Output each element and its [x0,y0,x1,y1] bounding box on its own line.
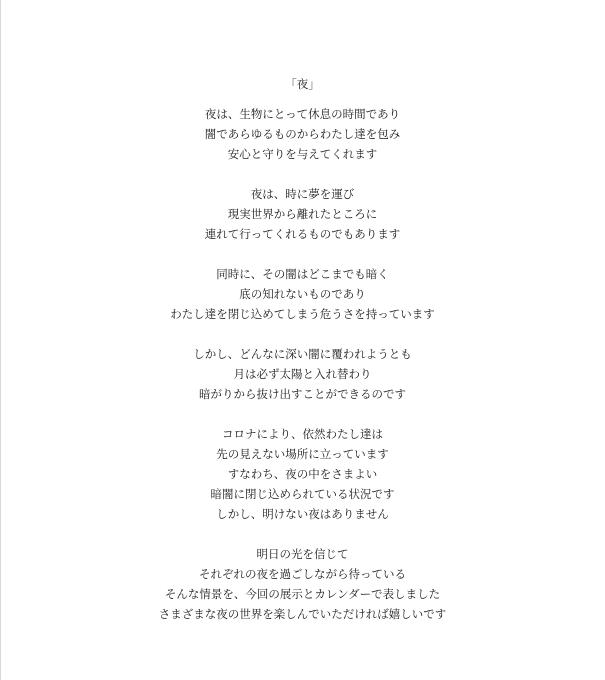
poem-line: 闇であらゆるものからわたし達を包み [204,127,401,141]
stanza-4 [0,344,605,404]
poem-line: わたし達を閉じ込めてしまう危うさを持っています [170,307,435,321]
stanza-2 [0,184,605,244]
poem-line: 明日の光を信じて [256,547,349,561]
poem-line: 現実世界から離れたところに [227,207,378,221]
poem-title: 「夜」 [285,77,320,91]
stanza-3 [0,264,605,324]
poem-line: それぞれの夜を過ごしながら待っている [199,567,406,581]
poem-line: 暗がりから抜け出すことができるのです [199,387,406,401]
poem-line: そんな情景を、今回の展示とカレンダーで表しました [164,587,441,601]
poem-line: しかし、どんなに深い闇に覆われようとも [193,347,412,361]
stanza-5 [0,424,605,524]
poem-body [0,74,605,644]
poem-line: すなわち、夜の中をさまよい [227,467,378,481]
poem-line: 同時に、その闇はどこまでも暗く [216,267,389,281]
poem-line: 暗闇に閉じ込められている状況です [210,487,395,501]
poem-line: しかし、明けない夜はありません [216,507,389,521]
poem-line: 夜は、時に夢を運び [250,187,355,201]
poem-line: 月は必ず太陽と入れ替わり [233,367,372,381]
poem-line: 連れて行ってくれるものでもあります [204,227,401,241]
poem-line: 底の知れないものであり [239,287,366,301]
poem-line: 安心と守りを与えてくれます [227,147,378,161]
poem-line: 先の見えない場所に立っています [216,447,389,461]
stanza-6 [0,544,605,624]
stanza-1 [0,104,605,164]
poem-line: さまざまな夜の世界を楽しんでいただければ嬉しいです [158,607,447,621]
poem-line: 夜は、生物にとって休息の時間であり [204,107,401,121]
poem-line: コロナにより、依然わたし達は [222,427,383,441]
